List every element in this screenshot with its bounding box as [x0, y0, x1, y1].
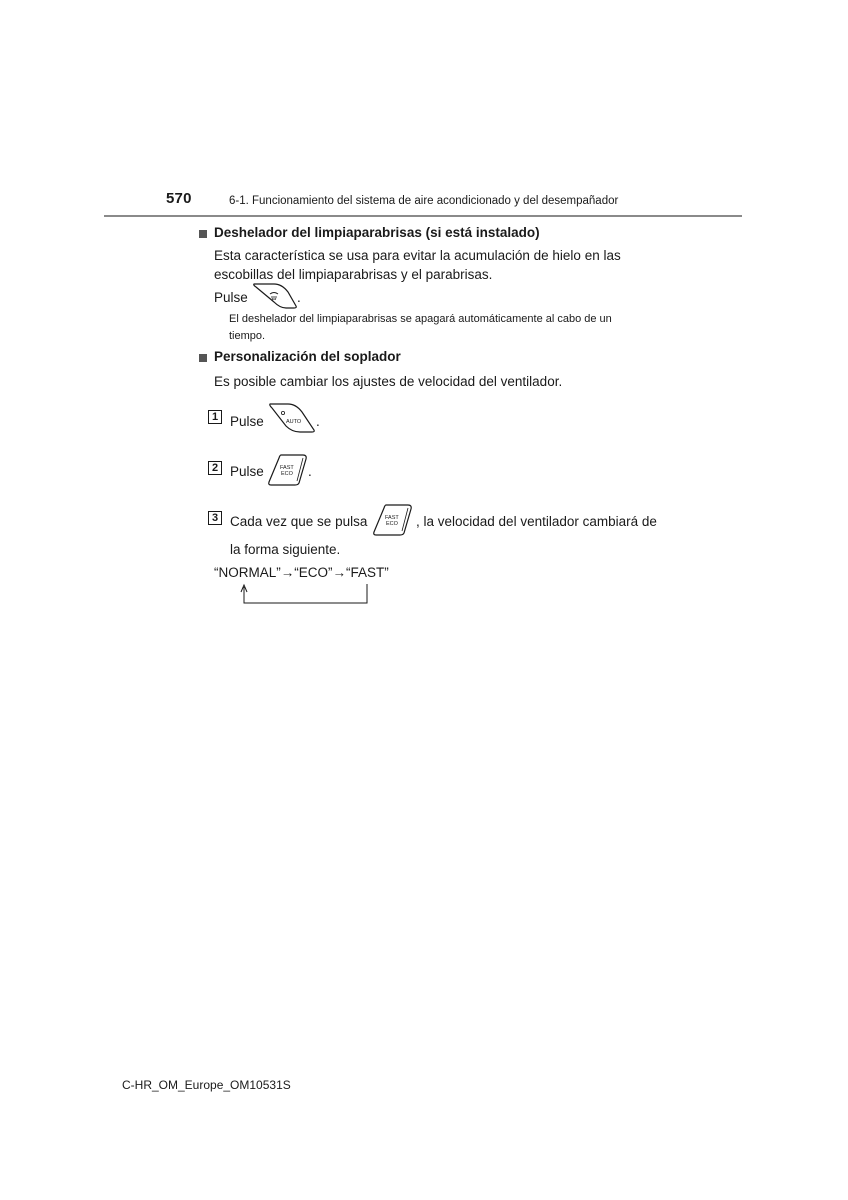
fast-label: FAST — [280, 465, 294, 471]
step-number-2: 2 — [208, 461, 222, 475]
wiper-deicer-note — [229, 311, 659, 345]
fast-eco-button[interactable] — [267, 453, 309, 487]
mode-normal: “NORMAL” — [214, 565, 281, 580]
wiper-deicer-heading: Deshelador del limpiaparabrisas (si está instalado) — [214, 225, 540, 240]
fan-mode-cycle — [214, 563, 389, 582]
step-1-suffix: . — [316, 414, 320, 429]
wiper-deicer-icon — [252, 282, 298, 310]
eco-label: ECO — [386, 521, 398, 527]
document-code: C-HR_OM_Europe_OM10531S — [122, 1078, 291, 1092]
cycle-arrow: → — [332, 565, 346, 580]
step-3-suffix: , la velocidad del ventilador cambiará de — [416, 514, 657, 529]
blower-intro: Es posible cambiar los ajustes de velocidad del ventilador. — [214, 374, 563, 389]
section-title: 6-1. Funcionamiento del sistema de aire acondicionado y del desempañador — [229, 195, 619, 207]
header-rule — [104, 215, 742, 217]
cycle-return-arrow — [236, 582, 372, 606]
eco-label: ECO — [281, 471, 293, 477]
step-number-3: 3 — [208, 511, 222, 525]
fast-eco-button[interactable] — [372, 503, 414, 537]
section-bullet — [199, 230, 207, 238]
wiper-deicer-note-line2: tiempo. — [229, 330, 266, 342]
auto-button-label: AUTO — [286, 419, 302, 425]
auto-button-icon — [268, 402, 316, 434]
auto-button[interactable] — [268, 402, 316, 434]
wiper-deicer-pulse-label: Pulse — [214, 290, 248, 305]
cycle-arrow: → — [280, 565, 295, 580]
wiper-deicer-para-line1: Esta característica se usa para evitar la acumulación de hielo en las — [214, 248, 621, 263]
section-bullet — [199, 354, 207, 362]
fast-label: FAST — [385, 515, 399, 521]
wiper-deicer-para-line2: escobillas del limpiaparabrisas y el parabrisas. — [214, 267, 493, 282]
wiper-deicer-description — [214, 246, 658, 284]
step-3-text: Cada vez que se pulsa — [230, 514, 368, 529]
page-number: 570 — [166, 190, 192, 207]
step-2-text: Pulse — [230, 464, 264, 479]
step-3-continuation: la forma siguiente. — [230, 542, 341, 557]
fast-eco-button-icon — [267, 453, 309, 487]
step-number-1: 1 — [208, 410, 222, 424]
mode-fast: “FAST” — [346, 565, 389, 580]
wiper-deicer-note-line1: El deshelador del limpiaparabrisas se apagará automáticamente al cabo de un — [229, 313, 612, 325]
wiper-deicer-button[interactable] — [252, 282, 298, 310]
step-1-text: Pulse — [230, 414, 264, 429]
step-2-suffix: . — [308, 464, 312, 479]
fast-eco-button-icon — [372, 503, 414, 537]
wiper-deicer-period: . — [297, 290, 301, 305]
blower-heading: Personalización del soplador — [214, 349, 401, 364]
mode-eco: “ECO” — [294, 565, 333, 580]
